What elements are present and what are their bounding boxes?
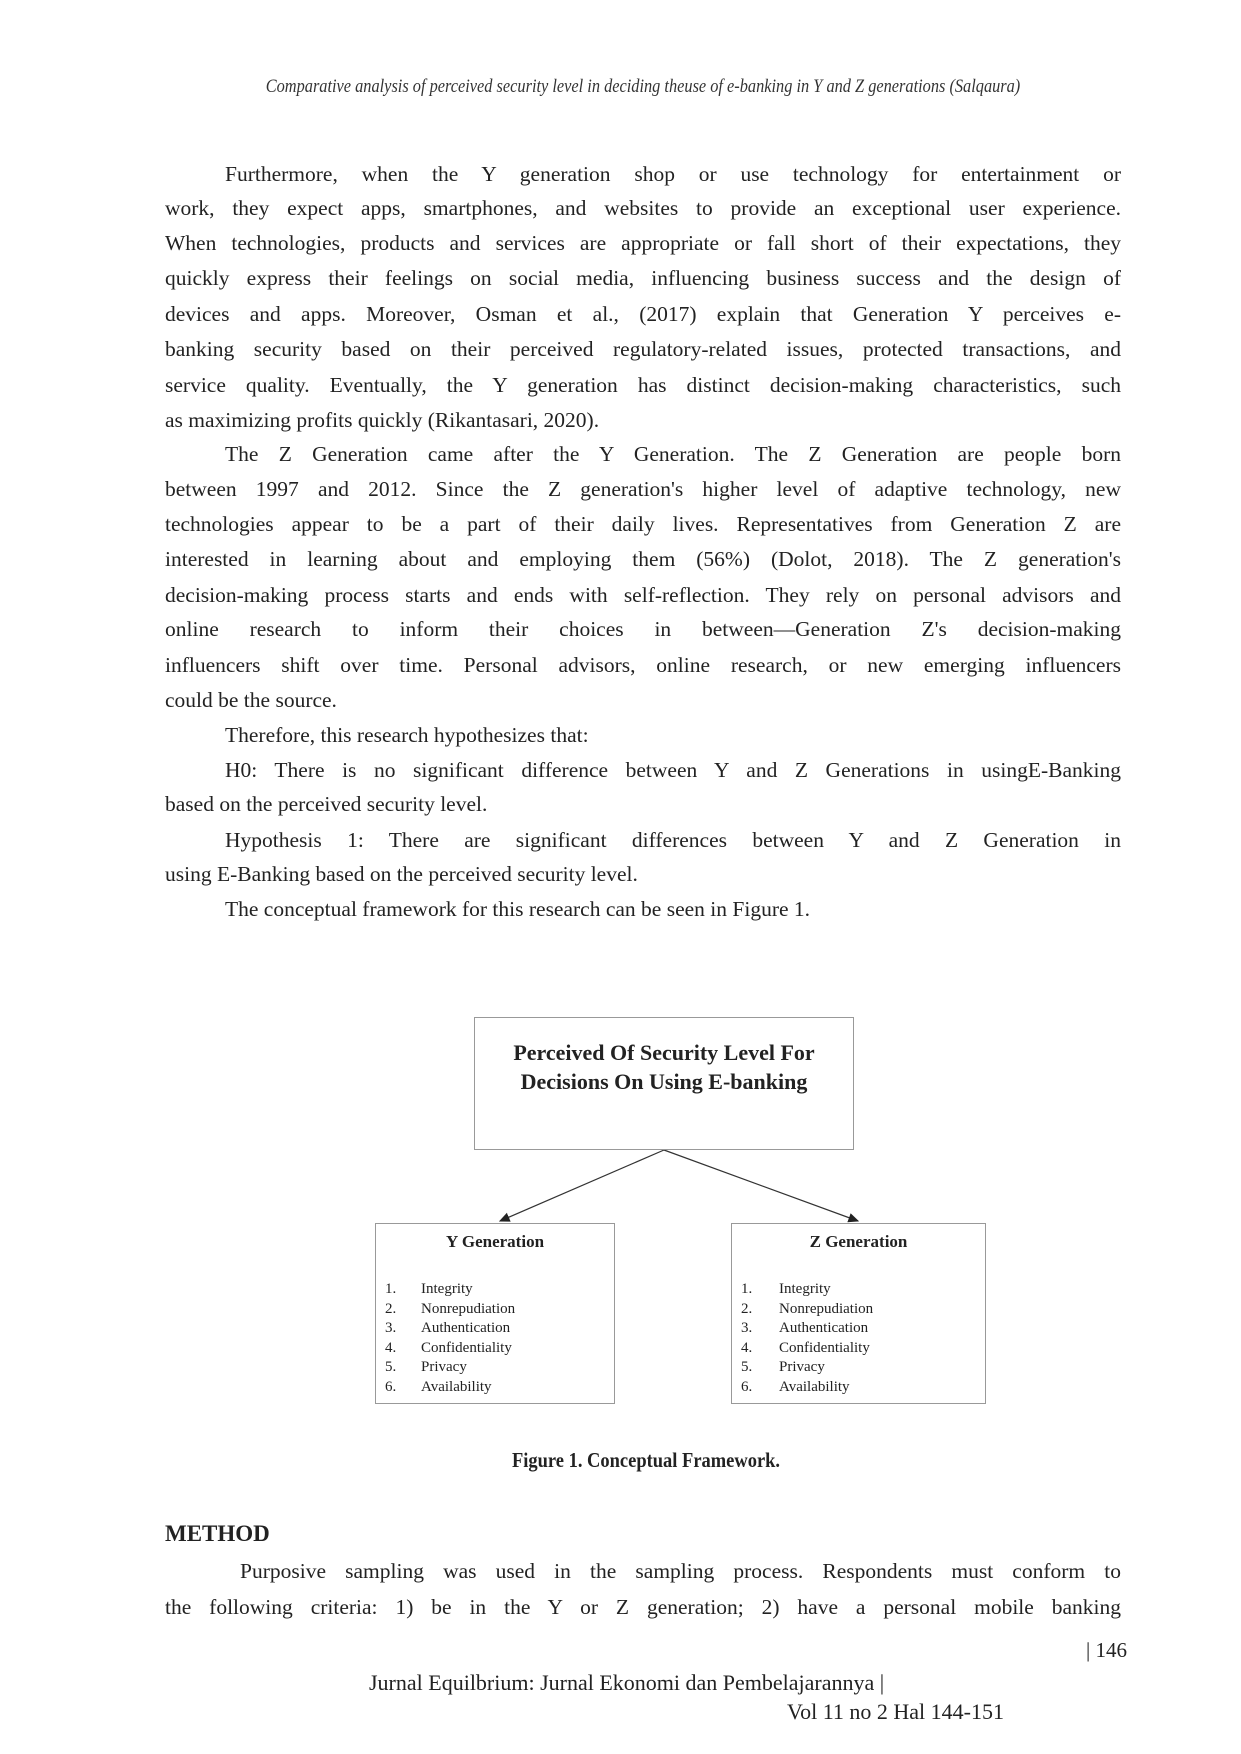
- top-box-line-1: Perceived Of Security Level For: [513, 1040, 815, 1065]
- paragraph-line: quickly express their feelings on social media, influencing business success and the design of: [165, 266, 1121, 290]
- paragraph-line: banking security based on their perceived regulatory-related issues, protected transactions, and: [165, 337, 1121, 361]
- list-number: 3.: [385, 1320, 397, 1336]
- paragraph-line: Furthermore, when the Y generation shop or use technology for entertainment or: [225, 162, 1121, 186]
- paragraph-line: work, they expect apps, smartphones, and websites to provide an exceptional user experience.: [165, 196, 1121, 220]
- security-dimension-item: Privacy: [779, 1359, 825, 1375]
- security-dimension-item: Authentication: [779, 1320, 869, 1336]
- paragraph-line: Hypothesis 1: There are significant differences between Y and Z Generation in: [225, 828, 1121, 852]
- paragraph-line: service quality. Eventually, the Y generation has distinct decision-making characteristics, such: [165, 373, 1121, 397]
- list-number: 4.: [385, 1339, 397, 1356]
- page-number: | 146: [1086, 1638, 1127, 1662]
- paragraph-line: online research to inform their choices in between—Generation Z's decision-making: [165, 617, 1121, 641]
- security-dimension-item: Integrity: [421, 1281, 473, 1297]
- arrow-to-z: [664, 1150, 858, 1221]
- paragraph-line: using E-Banking based on the perceived security level.: [165, 862, 638, 886]
- paragraph-line: interested in learning about and employing them (56%) (Dolot, 2018). The Z generation's: [165, 547, 1121, 571]
- footer-volume: Vol 11 no 2 Hal 144-151: [787, 1699, 1004, 1724]
- paragraph-line: between 1997 and 2012. Since the Z generation's higher level of adaptive technology, new: [165, 477, 1121, 501]
- paragraph-line: influencers shift over time. Personal advisors, online research, or new emerging influencers: [165, 653, 1121, 677]
- y-box-title: Y Generation: [445, 1232, 545, 1251]
- paragraph-line: technologies appear to be a part of their daily lives. Representatives from Generation Z are: [165, 512, 1121, 536]
- running-header: Comparative analysis of perceived security level in deciding theuse of e-banking in Y and Z generations (Salqaura): [265, 76, 1021, 97]
- y-generation-box: [375, 1223, 615, 1404]
- figure-caption: Figure 1. Conceptual Framework.: [511, 1448, 781, 1472]
- list-number: 3.: [741, 1320, 753, 1336]
- security-dimension-item: Privacy: [421, 1359, 467, 1375]
- security-dimension-item: Authentication: [421, 1320, 511, 1336]
- list-number: 2.: [741, 1300, 753, 1317]
- paragraph-line: The Z Generation came after the Y Generation. The Z Generation are people born: [225, 442, 1121, 466]
- z-box-title: Z Generation: [809, 1232, 908, 1251]
- paragraph-line: based on the perceived security level.: [165, 792, 488, 816]
- paragraph-line: Therefore, this research hypothesizes that:: [225, 723, 589, 747]
- method-line: Purposive sampling was used in the sampling process. Respondents must conform to: [240, 1559, 1121, 1583]
- list-number: 4.: [741, 1339, 753, 1356]
- paragraph-line: decision-making process starts and ends with self-reflection. They rely on personal advisors and: [165, 583, 1121, 607]
- list-number: 5.: [385, 1359, 397, 1375]
- z-generation-box: [731, 1223, 986, 1404]
- security-dimension-item: Availability: [779, 1378, 850, 1395]
- method-line: the following criteria: 1) be in the Y or Z generation; 2) have a personal mobile banking: [165, 1595, 1121, 1619]
- paragraph-line: When technologies, products and services are appropriate or fall short of their expectations, they: [165, 231, 1121, 255]
- method-heading: METHOD: [165, 1521, 270, 1546]
- list-number: 6.: [741, 1378, 753, 1395]
- security-dimension-item: Integrity: [779, 1281, 831, 1297]
- security-dimension-item: Confidentiality: [779, 1339, 870, 1356]
- paragraph-line: as maximizing profits quickly (Rikantasari, 2020).: [165, 408, 600, 432]
- paragraph-line: could be the source.: [165, 688, 337, 712]
- arrow-to-y: [500, 1150, 664, 1221]
- security-dimension-item: Nonrepudiation: [421, 1300, 516, 1317]
- paragraph-line: devices and apps. Moreover, Osman et al., (2017) explain that Generation Y perceives e-: [165, 302, 1121, 326]
- top-concept-box: [474, 1017, 854, 1150]
- list-number: 5.: [741, 1359, 753, 1375]
- list-number: 2.: [385, 1300, 397, 1317]
- paragraph-line: H0: There is no significant difference between Y and Z Generations in usingE-Banking: [225, 758, 1121, 782]
- list-number: 6.: [385, 1378, 397, 1395]
- list-number: 1.: [385, 1281, 397, 1297]
- list-number: 1.: [741, 1281, 753, 1297]
- paragraph-line: The conceptual framework for this research can be seen in Figure 1.: [225, 897, 811, 921]
- top-box-line-2: Decisions On Using E-banking: [520, 1069, 808, 1094]
- security-dimension-item: Nonrepudiation: [779, 1300, 874, 1317]
- security-dimension-item: Confidentiality: [421, 1339, 512, 1356]
- security-dimension-item: Availability: [421, 1378, 492, 1395]
- footer-journal: Jurnal Equilbrium: Jurnal Ekonomi dan Pembelajarannya |: [369, 1670, 885, 1695]
